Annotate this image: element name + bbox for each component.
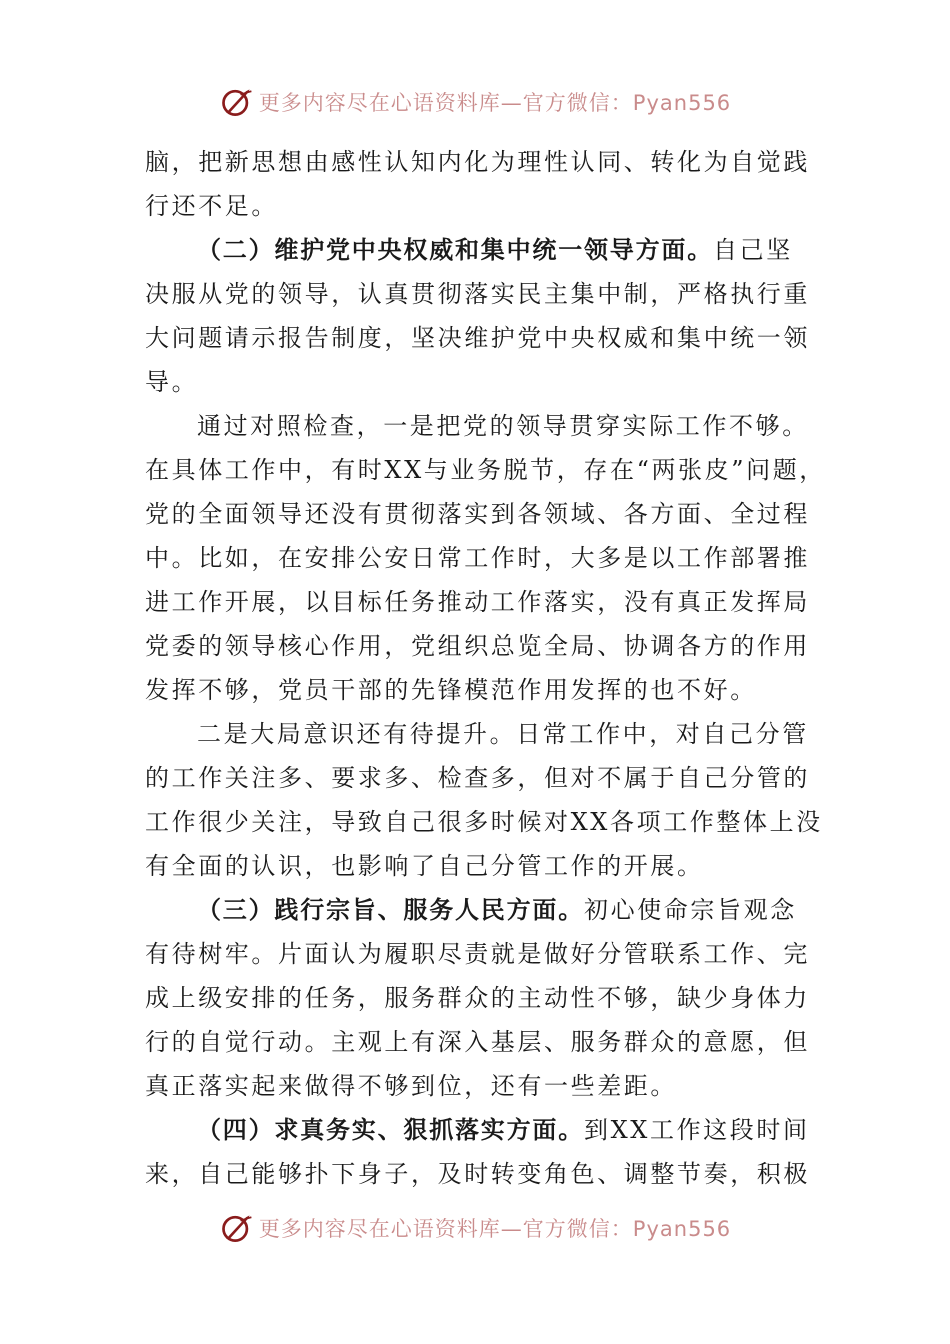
- text-line: 党的全面领导还没有贯彻落实到各领域、各方面、全过程: [145, 500, 810, 528]
- text-line: 有待树牢。片面认为履职尽责就是做好分管联系工作、完: [145, 940, 810, 968]
- text-line: 大问题请示报告制度，坚决维护党中央权威和集中统一领: [145, 324, 810, 352]
- text-line: 有全面的认识，也影响了自己分管工作的开展。: [145, 852, 704, 880]
- text-line: 党委的领导核心作用，党组织总览全局、协调各方的作用: [145, 632, 810, 660]
- text-line: 通过对照检查，一是把党的领导贯穿实际工作不够。: [197, 412, 809, 440]
- text-line: 脑，把新思想由感性认知内化为理性认同、转化为自觉践: [145, 148, 810, 176]
- pen-quill-logo-icon: [219, 1210, 255, 1246]
- text-line: 导。: [145, 368, 199, 396]
- text-line: 二是大局意识还有待提升。日常工作中，对自己分管: [197, 720, 809, 748]
- text-line: 来，自己能够扑下身子，及时转变角色、调整节奏，积极: [145, 1160, 810, 1188]
- text-run: 初心使命宗旨观念: [584, 896, 797, 924]
- pen-quill-logo-icon: [219, 84, 255, 120]
- section-heading-line: [145, 1108, 815, 1152]
- section-heading-4: （四）求真务实、狠抓落实方面。: [197, 1116, 584, 1144]
- text-line: 在具体工作中，有时XX与业务脱节，存在“两张皮”问题，: [145, 456, 826, 484]
- footer-watermark: [0, 1208, 950, 1248]
- watermark-text: 更多内容尽在心语资料库—官方微信：Pyan556: [258, 1217, 732, 1241]
- text-line: 工作很少关注，导致自己很多时候对XX各项工作整体上没: [145, 808, 823, 836]
- text-line: 的工作关注多、要求多、检查多，但对不属于自己分管的: [145, 764, 810, 792]
- text-line: 中。比如，在安排公安日常工作时，大多是以工作部署推: [145, 544, 810, 572]
- watermark-text: 更多内容尽在心语资料库—官方微信：Pyan556: [258, 91, 732, 115]
- text-line: 真正落实起来做得不够到位，还有一些差距。: [145, 1072, 677, 1100]
- document-body: [145, 140, 826, 1196]
- section-heading-2: （二）维护党中央权威和集中统一领导方面。: [197, 236, 713, 264]
- section-heading-line: [145, 888, 815, 932]
- header-watermark: [0, 82, 950, 122]
- section-heading-3: （三）践行宗旨、服务人民方面。: [197, 896, 584, 924]
- section-heading-line: [145, 228, 815, 272]
- text-run: 自己坚: [713, 236, 793, 264]
- text-line: 成上级安排的任务，服务群众的主动性不够，缺少身体力: [145, 984, 810, 1012]
- text-line: 决服从党的领导，认真贯彻落实民主集中制，严格执行重: [145, 280, 810, 308]
- text-run: 到XX工作这段时间: [584, 1116, 810, 1144]
- text-line: 行还不足。: [145, 192, 278, 220]
- text-line: 发挥不够，党员干部的先锋模范作用发挥的也不好。: [145, 676, 757, 704]
- text-line: 行的自觉行动。主观上有深入基层、服务群众的意愿，但: [145, 1028, 810, 1056]
- text-line: 进工作开展，以目标任务推动工作落实，没有真正发挥局: [145, 588, 810, 616]
